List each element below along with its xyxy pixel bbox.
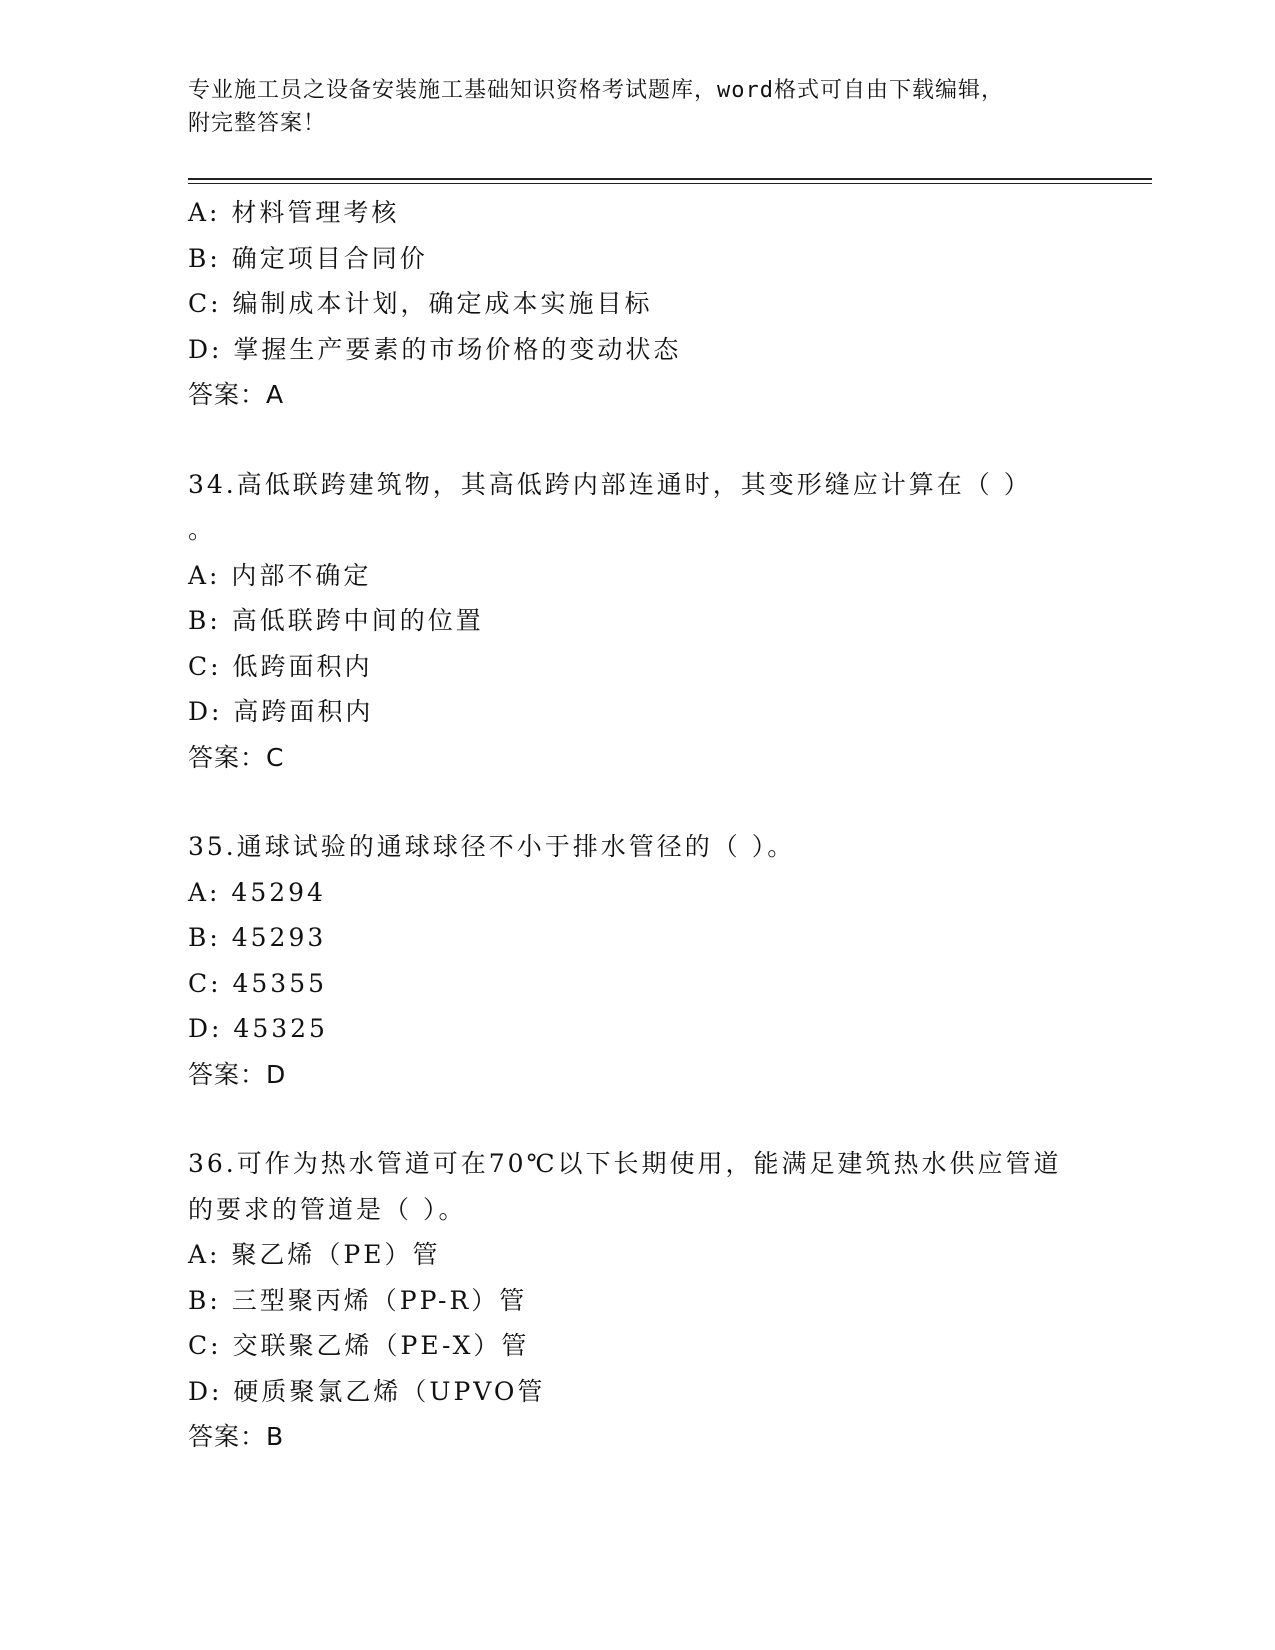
option-a: A: 聚乙烯（PE）管	[188, 1240, 441, 1269]
question-stem-line-2: 。	[188, 515, 217, 544]
question-stem-line-1: 35.通球试验的通球球径不小于排水管径的（ ）。	[188, 832, 796, 861]
option-d: D: 高跨面积内	[188, 697, 374, 726]
option-b: B: 45293	[188, 923, 327, 952]
option-c: C: 45355	[188, 968, 328, 998]
question-35	[188, 824, 1088, 1097]
question-stem-line-2: 的要求的管道是（ ）。	[188, 1194, 467, 1224]
question-stem-line-1: 34.高低联跨建筑物，其高低跨内部连通时，其变形缝应计算在（ ）	[188, 469, 1032, 499]
option-b: B: 确定项目合同价	[188, 243, 428, 273]
option-c: C: 低跨面积内	[188, 651, 373, 681]
question-stem-line-1: 36.可作为热水管道可在70℃以下长期使用，能满足建筑热水供应管道	[188, 1149, 1062, 1178]
option-c: C: 编制成本计划，确定成本实施目标	[188, 289, 653, 318]
option-c: C: 交联聚乙烯（PE-X）管	[188, 1331, 530, 1360]
header-divider-thin	[188, 183, 1152, 184]
option-d: D: 硬质聚氯乙烯（UPVO管	[188, 1376, 546, 1406]
option-a: A: 内部不确定	[188, 560, 372, 590]
spacer	[188, 1097, 1088, 1141]
document-header	[188, 74, 1068, 140]
question-list	[188, 190, 1088, 1460]
option-d: D: 掌握生产要素的市场价格的变动状态	[188, 334, 682, 364]
answer-line: 答案：D	[188, 1059, 287, 1089]
option-b: B: 高低联跨中间的位置	[188, 606, 484, 635]
question-36	[188, 1141, 1088, 1460]
answer-line: 答案：B	[188, 1422, 285, 1451]
answer-line: 答案：C	[188, 742, 285, 772]
header-line-2: 附完整答案！	[188, 111, 327, 136]
answer-line: 答案：A	[188, 380, 285, 409]
option-d: D: 45325	[188, 1014, 328, 1043]
spacer	[188, 418, 1088, 462]
header-divider-thick	[188, 178, 1152, 180]
question-33-continued	[188, 190, 1088, 418]
option-a: A: 45294	[188, 877, 326, 907]
option-a: A: 材料管理考核	[188, 198, 400, 227]
header-line-1: 专业施工员之设备安装施工基础知识资格考试题库，word格式可自由下载编辑，	[188, 78, 1004, 103]
option-b: B: 三型聚丙烯（PP-R）管	[188, 1285, 528, 1315]
spacer	[188, 780, 1088, 824]
question-34	[188, 462, 1088, 781]
